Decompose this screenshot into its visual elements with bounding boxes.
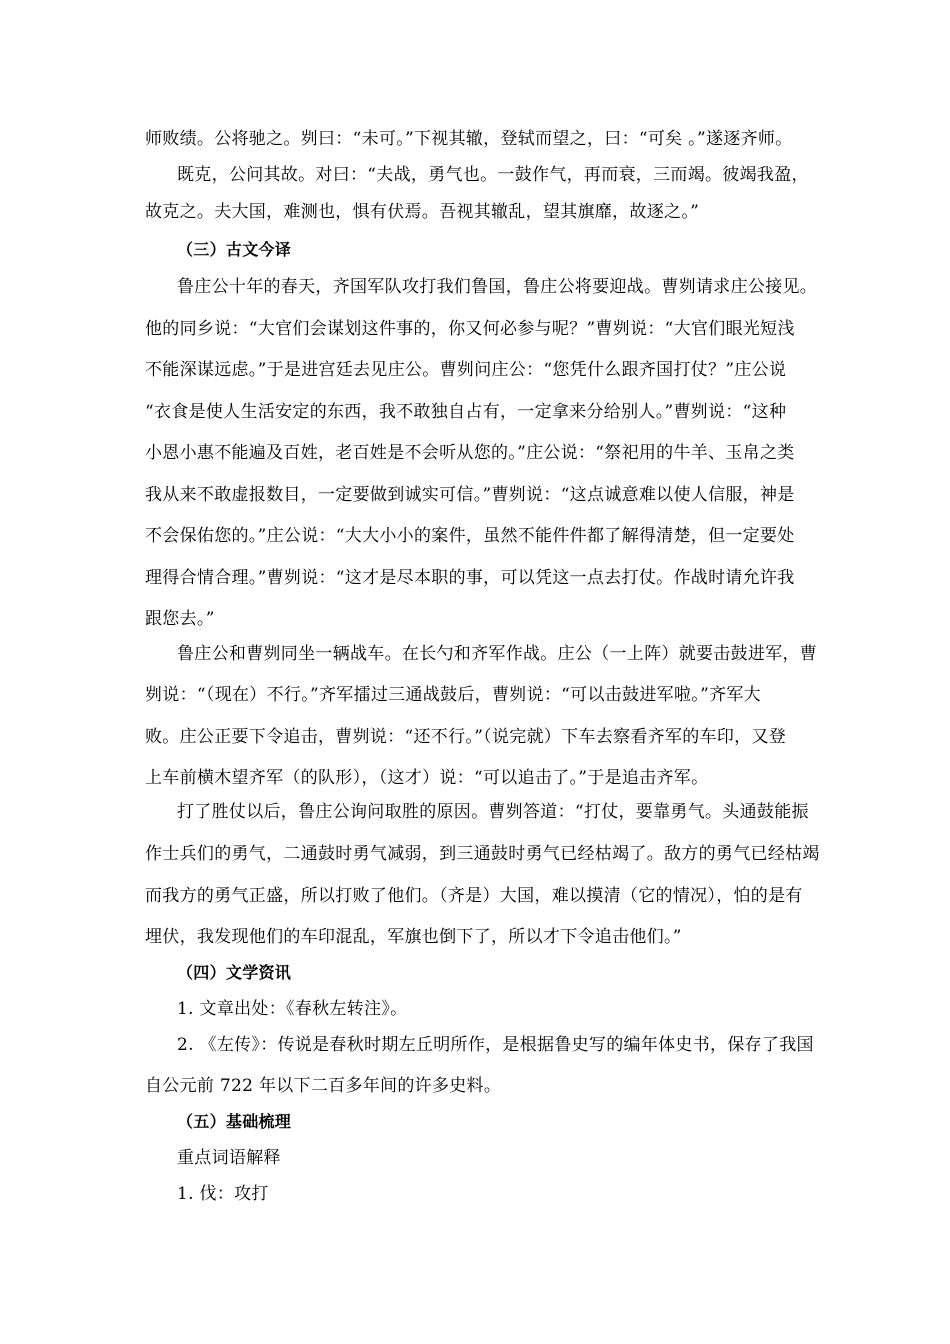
list-item: 1. 伐：攻打	[177, 1184, 269, 1204]
text-line: 而我方的勇气正盛，所以打败了他们。（齐是）大国，难以摸清（它的情况），怕的是有	[145, 886, 803, 906]
subheading: 重点词语解释	[177, 1148, 281, 1168]
text-line: 自公元前 722 年以下二百多年间的许多史料。	[145, 1076, 502, 1096]
text-line: 鲁庄公和曹刿同坐一辆战车。在长勺和齐军作战。庄公（一上阵）就要击鼓进军，曹	[177, 644, 818, 664]
text-line: 鲁庄公十年的春天，齐国军队攻打我们鲁国，鲁庄公将要迎战。曹刿请求庄公接见。	[177, 277, 818, 297]
list-item: 2. 《左传》：传说是春秋时期左丘明所作，是根据鲁史写的编年体史书，保存了我国	[177, 1035, 814, 1055]
text-line: “衣食是使人生活安定的东西，我不敢独自占有，一定拿来分给别人。”曹刿说：“这种	[145, 402, 787, 422]
text-line: 师败绩。公将驰之。刿曰：“未可。”下视其辙，登轼而望之，曰：“可矣 。”遂逐齐师。	[145, 129, 793, 149]
text-line: 败。庄公正要下令追击，曹刿说：“还不行。”（说完就）下车去察看齐军的车印，又登	[145, 727, 787, 747]
text-line: 上车前横木望齐军（的队形），（这才）说：“可以追击了。”于是追击齐军。	[145, 768, 709, 788]
list-item: 1. 文章出处：《春秋左转注》。	[177, 999, 408, 1019]
text-line: 既克，公问其故。对曰：“夫战，勇气也。一鼓作气，再而衰，三而竭。彼竭我盈，	[177, 165, 809, 185]
text-line: 不能深谋远虑。”于是进宫廷去见庄公。曹刿问庄公：“您凭什么跟齐国打仗？”庄公说	[145, 360, 787, 380]
text-line: 刿说：“（现在）不行。”齐军擂过三通战鼓后，曹刿说：“可以击鼓进军啦。”齐军大	[145, 685, 761, 705]
text-line: 他的同乡说：“大官们会谋划这件事的，你又何必参与呢？”曹刿说：“大官们眼光短浅	[145, 319, 795, 339]
section-heading: （五）基础梳理	[177, 1112, 292, 1131]
text-line: 理得合情合理。”曹刿说：“这才是尽本职的事，可以凭这一点去打仗。作战时请允许我	[145, 568, 795, 588]
text-line: 埋伏，我发现他们的车印混乱，军旗也倒下了，所以才下令追击他们。”	[145, 927, 682, 947]
text-line: 我从来不敢虚报数目，一定要做到诚实可信。”曹刿说：“这点诚意难以使人信服，神是	[145, 485, 795, 505]
text-line: 跟您去。”	[145, 609, 215, 629]
text-line: 不会保佑您的。”庄公说：“大大小小的案件，虽然不能件件都了解得清楚，但一定要处	[145, 526, 795, 546]
text-line: 作士兵们的勇气，二通鼓时勇气减弱，到三通鼓时勇气已经枯竭了。敌方的勇气已经枯竭	[145, 844, 820, 864]
text-line: 故克之。夫大国，难测也，惧有伏焉。吾视其辙乱，望其旗靡，故逐之。”	[145, 202, 700, 222]
section-heading: （四）文学资讯	[177, 963, 292, 982]
text-line: 小恩小惠不能遍及百姓，老百姓是不会听从您的。”庄公说：“祭祀用的牛羊、玉帛之类	[145, 443, 795, 463]
text-line: 打了胜仗以后，鲁庄公询问取胜的原因。曹刿答道：“打仗，要靠勇气。头通鼓能振	[177, 802, 809, 822]
section-heading: （三）古文今译	[177, 240, 292, 259]
